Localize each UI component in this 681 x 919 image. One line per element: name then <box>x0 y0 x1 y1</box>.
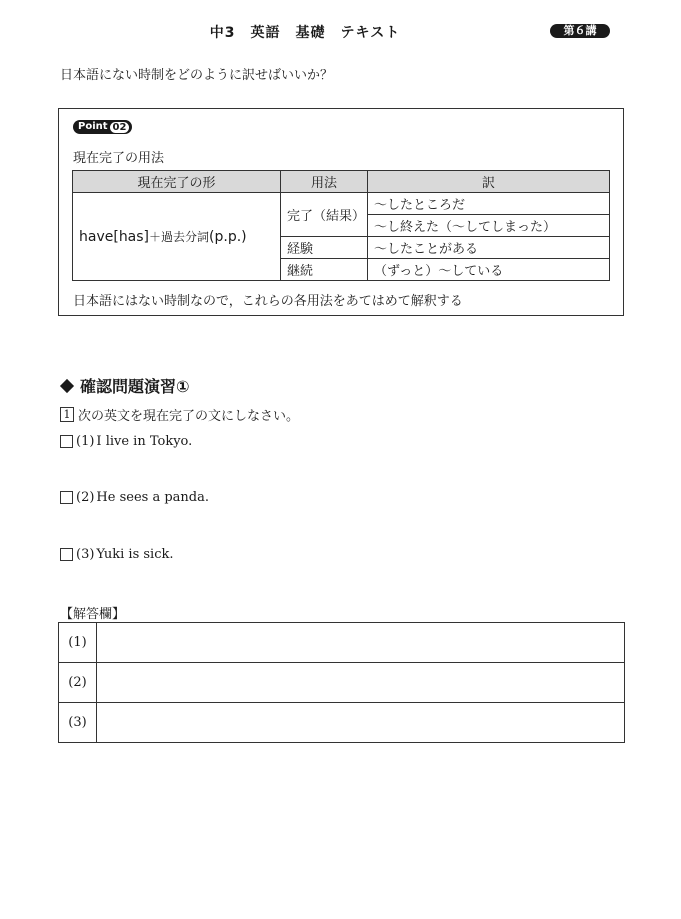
usage-cell: 経験 <box>281 237 368 259</box>
section-title <box>60 374 190 397</box>
exercise-number: (2) <box>76 490 95 505</box>
usage-cell: 継続 <box>281 259 368 281</box>
exercise-item <box>60 434 192 449</box>
section-title-text: 確認問題演習① <box>80 377 190 396</box>
answer-number: (3) <box>59 703 97 743</box>
answer-table <box>58 622 625 743</box>
translation-cell: ～したところだ <box>368 193 610 215</box>
exercise-number: (3) <box>76 547 95 562</box>
header-form: 現在完了の形 <box>73 171 281 193</box>
header-usage: 用法 <box>281 171 368 193</box>
exercise-text: Yuki is sick. <box>96 547 174 562</box>
translation-cell: （ずっと）～している <box>368 259 610 281</box>
exercise-number: (1) <box>76 434 95 449</box>
diamond-icon <box>60 378 74 392</box>
instruction-number: 1 <box>60 407 74 422</box>
checkbox-icon[interactable] <box>60 548 73 561</box>
exercise-text: He sees a panda. <box>96 490 209 505</box>
table-row <box>73 193 610 215</box>
lecture-badge: 第６講 <box>550 24 610 38</box>
exercise-item <box>60 490 209 505</box>
point-badge-label: Point <box>78 121 108 132</box>
exercise-item <box>60 547 174 562</box>
answer-field[interactable] <box>97 623 625 663</box>
answer-row <box>59 623 625 663</box>
instruction-text: 次の英文を現在完了の文にしなさい。 <box>78 409 300 424</box>
point-note: 日本語にはない時制なので，これらの各用法をあてはめて解釈する <box>73 294 463 309</box>
translation-cell: ～したことがある <box>368 237 610 259</box>
answer-number: (1) <box>59 623 97 663</box>
form-plus: ＋過去分詞 <box>149 230 210 244</box>
lead-question: 日本語にない時制をどのように訳せばいいか？ <box>60 68 334 83</box>
form-paren: (p.p.) <box>209 229 247 245</box>
usage-cell: 完了（結果） <box>281 193 368 237</box>
checkbox-icon[interactable] <box>60 491 73 504</box>
answer-row <box>59 703 625 743</box>
grammar-table <box>72 170 610 281</box>
grammar-table-header <box>73 171 610 193</box>
answer-row <box>59 663 625 703</box>
answer-label: 【解答欄】 <box>60 607 126 622</box>
answer-field[interactable] <box>97 663 625 703</box>
form-cell <box>73 193 281 281</box>
instruction <box>60 405 299 424</box>
exercise-text: I live in Tokyo. <box>96 434 193 449</box>
page-title: 中3 英語 基礎 テキスト <box>209 25 401 41</box>
checkbox-icon[interactable] <box>60 435 73 448</box>
header-translation: 訳 <box>368 171 610 193</box>
point-badge-number: 02 <box>110 122 130 133</box>
answer-number: (2) <box>59 663 97 703</box>
answer-field[interactable] <box>97 703 625 743</box>
form-main: have[has] <box>79 229 150 245</box>
point-title: 現在完了の用法 <box>73 151 165 166</box>
point-badge <box>73 120 132 134</box>
translation-cell: ～し終えた（～してしまった） <box>368 215 610 237</box>
